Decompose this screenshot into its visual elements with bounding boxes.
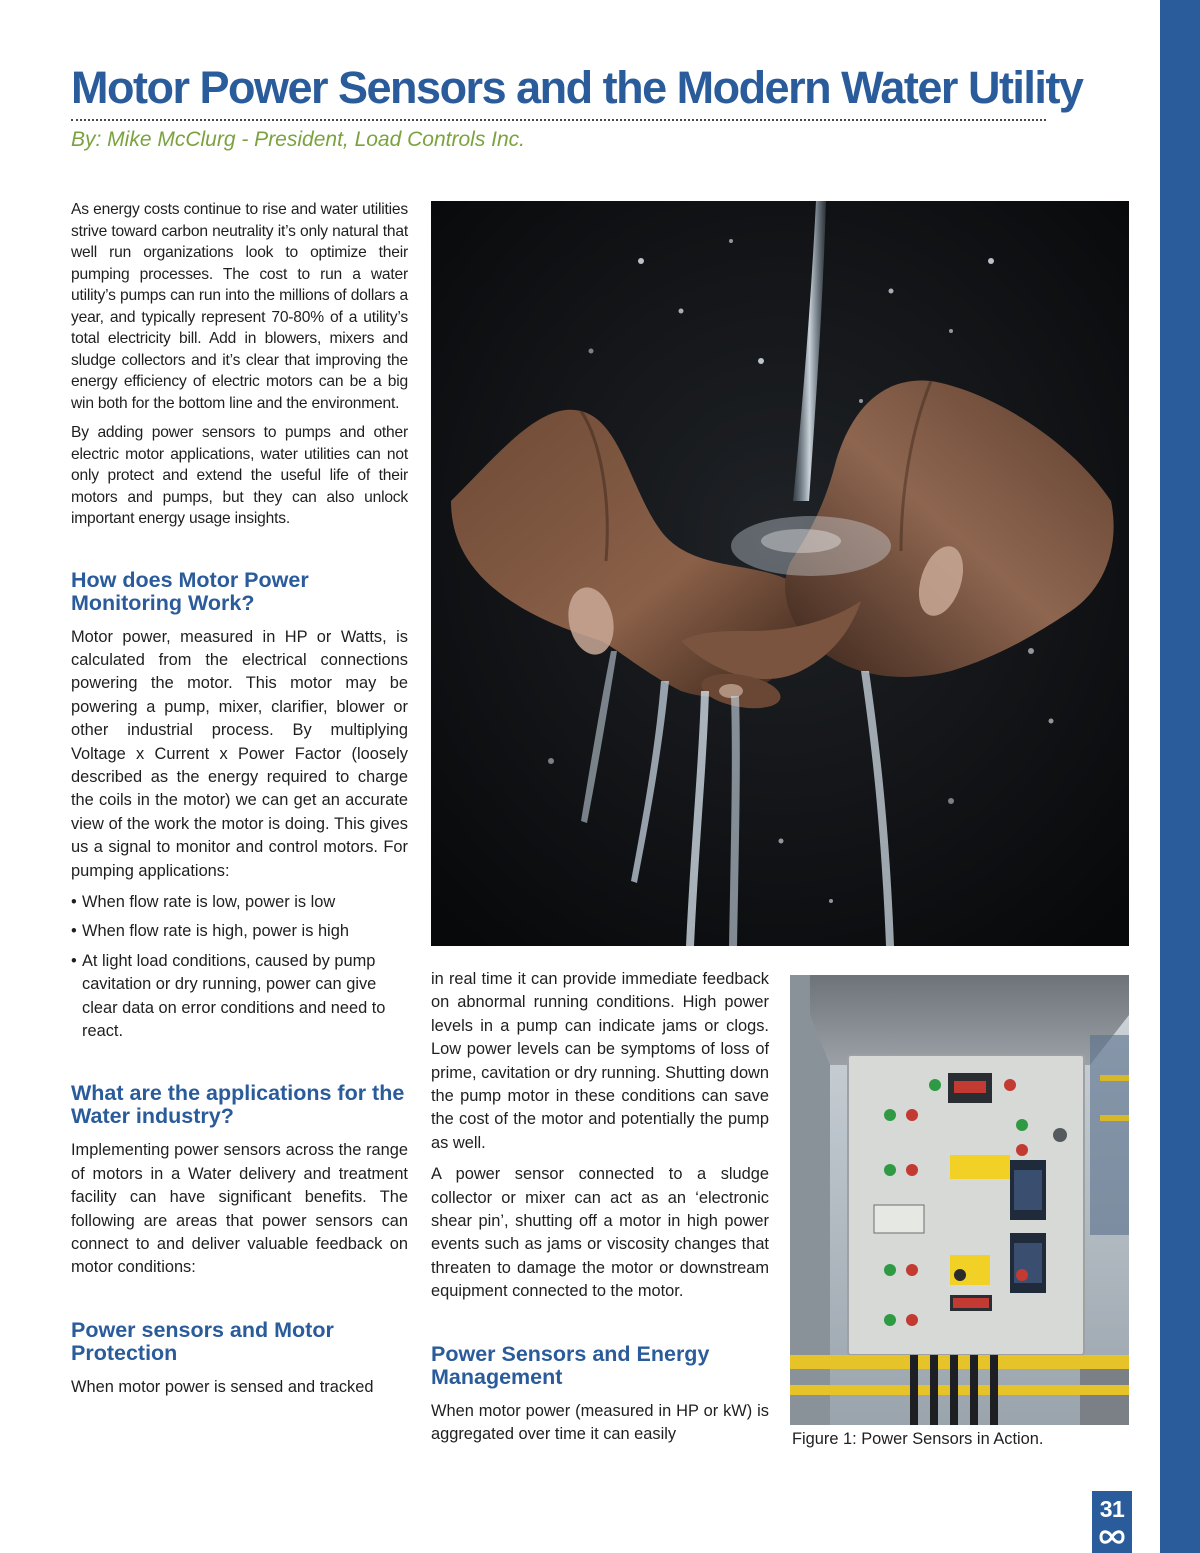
side-color-band (1160, 0, 1200, 1553)
page-number-box (1092, 1491, 1132, 1553)
page-number: 31 (1099, 1496, 1125, 1522)
article-title: Motor Power Sensors and the Modern Water Utility (71, 62, 1083, 113)
intro-paragraph-1: As energy costs continue to rise and water utilities strive toward carbon neutrality it’s only natural that well run organizations look to optimize their pumping processes. The cost to run a water utility’s pumps can run into the millions of dollars a year, and typically represent 70-80% of a utility’s total electricity bill. Add in blowers, mixers and sludge collectors and it’s clear that improving the energy efficiency of electric motors can be a big win both for the bottom line and the environment. (71, 201, 408, 412)
figure-caption: Figure 1: Power Sensors in Action. (792, 1430, 1044, 1448)
section-energy-body: When motor power (measured in HP or kW) is aggregated over time it can easily (431, 1401, 769, 1444)
list-item: • When flow rate is high, power is high (71, 920, 408, 943)
hands-water-photo (431, 201, 1129, 946)
section-heading-applications: What are the applications for the Water industry? (71, 1081, 405, 1129)
infinity-icon (1098, 1527, 1126, 1547)
section-heading-energy: Power Sensors and Energy Management (431, 1341, 710, 1389)
intro-paragraph-2: By adding power sensors to pumps and other electric motor applications, water utilities can not only protect and extend the useful life of their motors and pumps, but they can also unlock important energy usage insights. (71, 424, 408, 527)
section-applications-body: Implementing power sensors across the range of motors in a Water delivery and treatment facility can have significant benefits. The following are areas that power sensors can connect to and deliver valuable feedback on motor conditions: (71, 1141, 408, 1277)
flow-rate-list (71, 891, 408, 1043)
control-panel-photo (790, 975, 1129, 1425)
section-how-body: Motor power, measured in HP or Watts, is calculated from the electrical connections powering the motor. This motor may be powering a pump, mixer, clarifier, blower or other industrial process. By multiplying Voltage x Current x Power Factor (loosely described as the energy required to charge the coils in the motor) we can get an accurate view of the work the motor is doing. This gives us a signal to monitor and control motors. For pumping applications: (71, 627, 408, 880)
section-protection-body: in real time it can provide immediate feedback on abnormal running conditions. High power levels in a pump can indicate jams or clogs. Low power levels can be symptoms of loss of prime, cavitation or dry running. Shutting down the pump motor in these conditions can save the cost of the motor and potentially the pump as well. (431, 970, 770, 1152)
list-item: • When flow rate is low, power is low (71, 891, 408, 914)
section-heading-protection: Power sensors and Motor Protection (71, 1317, 334, 1365)
section-heading-how: How does Motor Power Monitoring Work? (71, 567, 309, 615)
list-item: • At light load conditions, caused by pump cavitation or dry running, power can give clear data on error conditions and need to react. (71, 950, 408, 1044)
middle-column (431, 968, 769, 1455)
article-byline: By: Mike McClurg - President, Load Controls Inc. (71, 128, 526, 151)
section-protection-body-start: When motor power is sensed and tracked (71, 1377, 374, 1396)
section-protection-body-2: A power sensor connected to a sludge collector or mixer can act as an ‘electronic shear pin’, shutting off a motor in high power events such as jams or viscosity changes that threaten to damage the motor or downstream equipment connected to the motor. (431, 1165, 769, 1301)
title-divider (71, 119, 1046, 121)
left-column (71, 199, 408, 1407)
